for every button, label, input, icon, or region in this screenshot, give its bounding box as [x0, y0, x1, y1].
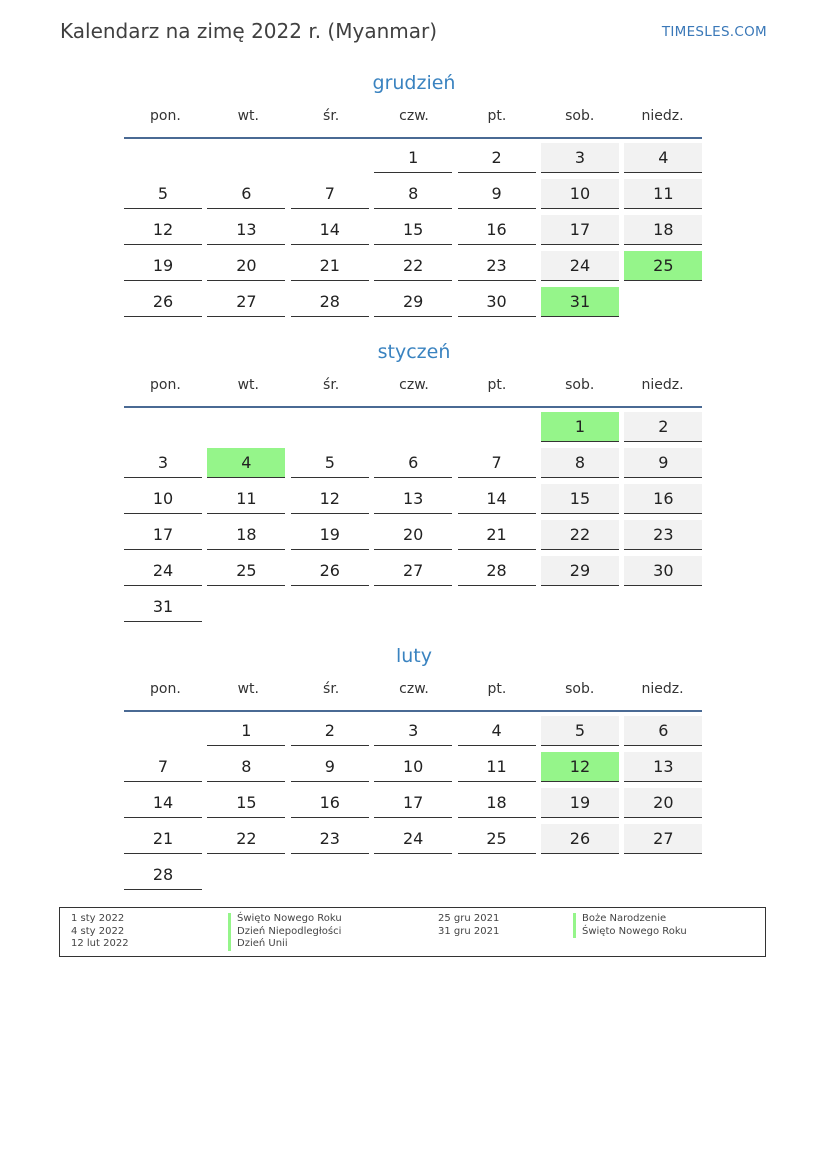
- weekday-label: pt.: [487, 681, 507, 697]
- weekday-label: pt.: [487, 108, 507, 124]
- day-cell: 28: [291, 287, 369, 317]
- day-cell: 23: [624, 520, 702, 550]
- day-cell: 6: [207, 179, 285, 209]
- legend-holiday-name: Dzień Niepodległości: [228, 926, 342, 939]
- day-cell: 4: [458, 716, 536, 746]
- empty-cell: [207, 143, 285, 173]
- day-cell: 13: [624, 752, 702, 782]
- weekday-header: [124, 105, 704, 137]
- empty-cell: [207, 412, 285, 442]
- legend-names-left: [228, 913, 342, 951]
- day-cell: 2: [291, 716, 369, 746]
- weekday-label: niedz.: [641, 681, 684, 697]
- day-cell: 5: [124, 179, 202, 209]
- day-grid: [124, 716, 704, 890]
- day-cell: 29: [541, 556, 619, 586]
- legend-holiday-name: Święto Nowego Roku: [573, 926, 687, 939]
- legend-date: 25 gru 2021: [438, 913, 500, 924]
- weekday-label: pon.: [150, 681, 181, 697]
- day-cell: 24: [124, 556, 202, 586]
- weekday-label: wt.: [237, 377, 259, 393]
- day-grid: [124, 412, 704, 622]
- day-cell: 27: [207, 287, 285, 317]
- month-title: luty: [395, 645, 432, 667]
- weekday-label: śr.: [323, 377, 340, 393]
- legend-holiday-name: Święto Nowego Roku: [228, 913, 342, 926]
- day-cell: 20: [374, 520, 452, 550]
- weekday-label: wt.: [237, 108, 259, 124]
- header-rule: [124, 406, 702, 408]
- day-cell: 20: [624, 788, 702, 818]
- day-cell: 7: [291, 179, 369, 209]
- day-cell: 4: [624, 143, 702, 173]
- holiday-day-cell: 31: [541, 287, 619, 317]
- legend-holiday-name: Boże Narodzenie: [573, 913, 687, 926]
- day-cell: 9: [291, 752, 369, 782]
- weekday-label: czw.: [399, 681, 429, 697]
- day-cell: 7: [458, 448, 536, 478]
- weekday-label: sob.: [565, 681, 595, 697]
- day-cell: 1: [207, 716, 285, 746]
- header-rule: [124, 710, 702, 712]
- day-cell: 14: [291, 215, 369, 245]
- day-cell: 11: [624, 179, 702, 209]
- day-cell: 5: [291, 448, 369, 478]
- month-february: [124, 642, 704, 890]
- day-cell: 15: [541, 484, 619, 514]
- holiday-legend: [59, 907, 766, 957]
- day-cell: 25: [207, 556, 285, 586]
- day-cell: 18: [207, 520, 285, 550]
- day-cell: 3: [541, 143, 619, 173]
- legend-date: 4 sty 2022: [71, 925, 125, 937]
- day-cell: 21: [458, 520, 536, 550]
- day-cell: 26: [124, 287, 202, 317]
- page-title: Kalendarz na zimę 2022 r. (Myanmar): [60, 19, 438, 43]
- day-cell: 31: [124, 592, 202, 622]
- legend-date: 1 sty 2022: [71, 913, 125, 924]
- day-cell: 27: [374, 556, 452, 586]
- day-grid: [124, 143, 704, 317]
- day-cell: 13: [374, 484, 452, 514]
- day-cell: 19: [541, 788, 619, 818]
- legend-holiday-name: Dzień Unii: [228, 938, 342, 951]
- month-title: grudzień: [372, 72, 456, 94]
- day-cell: 23: [291, 824, 369, 854]
- day-cell: 10: [124, 484, 202, 514]
- holiday-day-cell: 12: [541, 752, 619, 782]
- header-rule: [124, 137, 702, 139]
- day-cell: 17: [374, 788, 452, 818]
- day-cell: 7: [124, 752, 202, 782]
- day-cell: 22: [541, 520, 619, 550]
- day-cell: 19: [124, 251, 202, 281]
- legend-date: 31 gru 2021: [438, 925, 500, 937]
- weekday-label: pon.: [150, 377, 181, 393]
- day-cell: 27: [624, 824, 702, 854]
- day-cell: 8: [374, 179, 452, 209]
- holiday-day-cell: 4: [207, 448, 285, 478]
- day-cell: 22: [207, 824, 285, 854]
- weekday-label: czw.: [399, 377, 429, 393]
- empty-cell: [124, 143, 202, 173]
- month-title: styczeń: [377, 341, 451, 363]
- day-cell: 15: [207, 788, 285, 818]
- weekday-label: niedz.: [641, 108, 684, 124]
- day-cell: 28: [124, 860, 202, 890]
- day-cell: 12: [291, 484, 369, 514]
- day-cell: 9: [624, 448, 702, 478]
- day-cell: 25: [458, 824, 536, 854]
- day-cell: 11: [458, 752, 536, 782]
- weekday-label: wt.: [237, 681, 259, 697]
- day-cell: 13: [207, 215, 285, 245]
- day-cell: 18: [458, 788, 536, 818]
- holiday-day-cell: 25: [624, 251, 702, 281]
- legend-dates-left: [71, 913, 129, 951]
- weekday-header: [124, 678, 704, 710]
- day-cell: 18: [624, 215, 702, 245]
- day-cell: 1: [374, 143, 452, 173]
- weekday-label: sob.: [565, 377, 595, 393]
- weekday-label: pt.: [487, 377, 507, 393]
- day-cell: 2: [624, 412, 702, 442]
- day-cell: 26: [541, 824, 619, 854]
- holiday-day-cell: 1: [541, 412, 619, 442]
- day-cell: 14: [458, 484, 536, 514]
- day-cell: 19: [291, 520, 369, 550]
- day-cell: 16: [458, 215, 536, 245]
- day-cell: 30: [624, 556, 702, 586]
- empty-cell: [458, 412, 536, 442]
- day-cell: 6: [624, 716, 702, 746]
- day-cell: 23: [458, 251, 536, 281]
- day-cell: 17: [541, 215, 619, 245]
- day-cell: 26: [291, 556, 369, 586]
- day-cell: 30: [458, 287, 536, 317]
- legend-dates-right: [438, 913, 499, 938]
- brand-logo-link[interactable]: TIMESLES.COM: [661, 24, 767, 40]
- day-cell: 8: [207, 752, 285, 782]
- day-cell: 3: [374, 716, 452, 746]
- day-cell: 21: [124, 824, 202, 854]
- day-cell: 29: [374, 287, 452, 317]
- day-cell: 16: [291, 788, 369, 818]
- weekday-label: czw.: [399, 108, 429, 124]
- day-cell: 20: [207, 251, 285, 281]
- weekday-label: śr.: [323, 681, 340, 697]
- weekday-label: pon.: [150, 108, 181, 124]
- empty-cell: [291, 412, 369, 442]
- day-cell: 5: [541, 716, 619, 746]
- month-december: [124, 69, 704, 317]
- day-cell: 22: [374, 251, 452, 281]
- day-cell: 24: [541, 251, 619, 281]
- day-cell: 11: [207, 484, 285, 514]
- empty-cell: [291, 143, 369, 173]
- day-cell: 2: [458, 143, 536, 173]
- day-cell: 17: [124, 520, 202, 550]
- day-cell: 21: [291, 251, 369, 281]
- weekday-label: śr.: [323, 108, 340, 124]
- day-cell: 24: [374, 824, 452, 854]
- day-cell: 15: [374, 215, 452, 245]
- empty-cell: [374, 412, 452, 442]
- day-cell: 14: [124, 788, 202, 818]
- empty-cell: [124, 716, 202, 746]
- month-january: [124, 338, 704, 622]
- day-cell: 28: [458, 556, 536, 586]
- day-cell: 10: [541, 179, 619, 209]
- day-cell: 16: [624, 484, 702, 514]
- weekday-header: [124, 374, 704, 406]
- day-cell: 10: [374, 752, 452, 782]
- day-cell: 8: [541, 448, 619, 478]
- legend-date: 12 lut 2022: [71, 938, 129, 949]
- day-cell: 3: [124, 448, 202, 478]
- day-cell: 6: [374, 448, 452, 478]
- day-cell: 9: [458, 179, 536, 209]
- weekday-label: sob.: [565, 108, 595, 124]
- legend-names-right: [573, 913, 687, 938]
- day-cell: 12: [124, 215, 202, 245]
- weekday-label: niedz.: [641, 377, 684, 393]
- empty-cell: [124, 412, 202, 442]
